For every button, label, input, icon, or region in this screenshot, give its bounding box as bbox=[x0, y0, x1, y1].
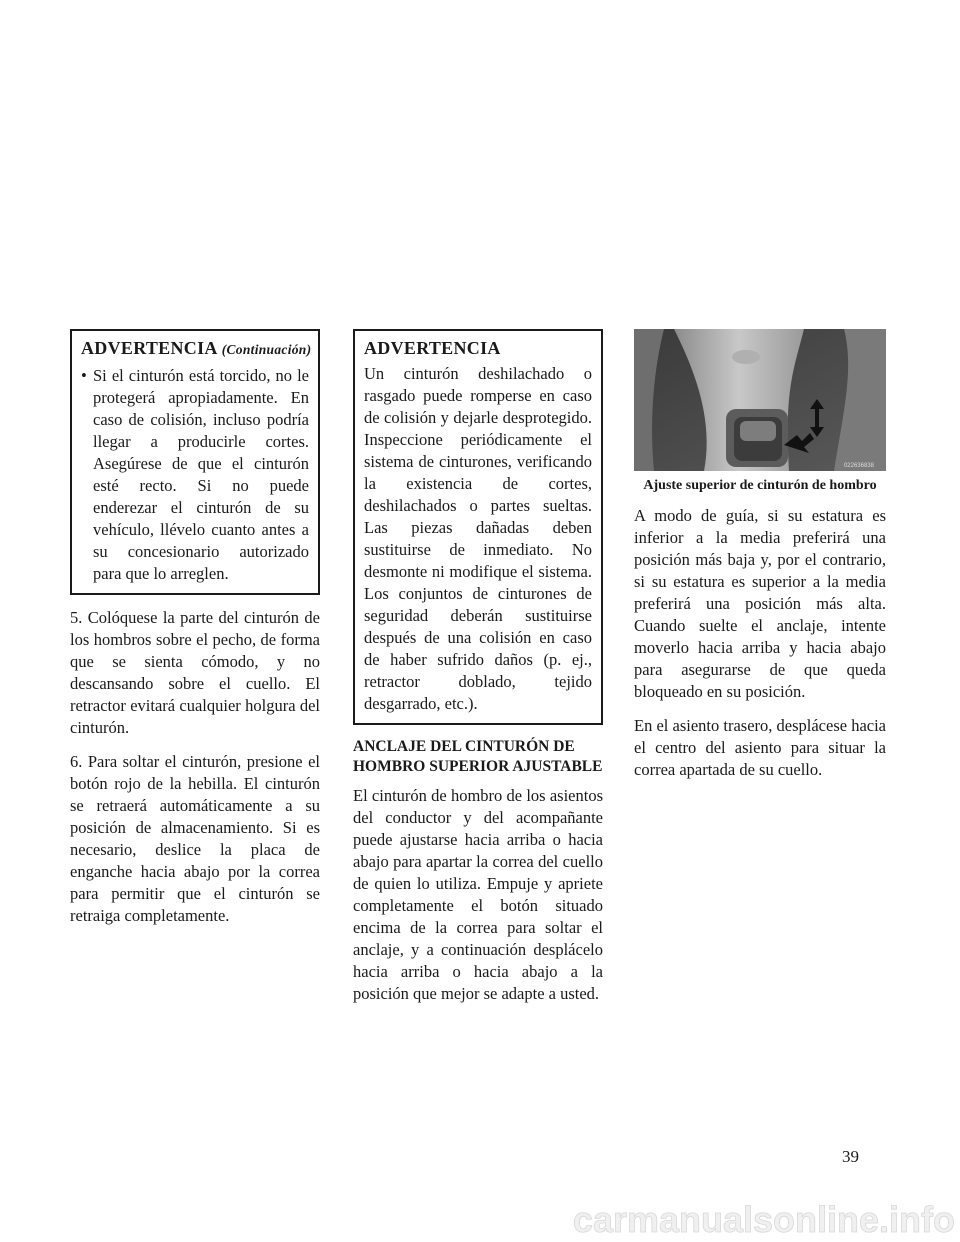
watermark-text: carmanualsonline.info bbox=[572, 1199, 955, 1240]
rear-seat-paragraph: En el asiento trasero, desplácese hacia el centro del asiento para situar la correa apartada de su cuello. bbox=[634, 716, 886, 779]
seatbelt-anchor-photo bbox=[634, 329, 886, 471]
figure-caption: Ajuste superior de cinturón de hombro bbox=[643, 478, 877, 493]
section-heading: ANCLAJE DEL CINTURÓN DE HOMBRO SUPERIOR AJUSTABLE bbox=[353, 738, 603, 775]
page-number: 39 bbox=[842, 1147, 859, 1166]
warning-title: ADVERTENCIA bbox=[364, 338, 501, 358]
step-5-paragraph: 5. Colóquese la parte del cinturón de los hombros sobre el pecho, de forma que se sienta cómodo, y no descansando sobre el cuello. El retractor evitará cualquier holgura del cinturón. bbox=[70, 608, 320, 737]
warning-continued-label: (Continuación) bbox=[221, 342, 312, 357]
image-code: 022636838 bbox=[843, 463, 874, 469]
warning-bullet-text: Si el cinturón está torcido, no le protegerá apropiadamente. En caso de colisión, incluso podría llegar a producirle cortes. Asegúrese de que el cinturón esté recto. Si no puede enderezar el cinturón de su vehículo, llévelo cuanto antes a su concesionario autorizado para que lo arreglen. bbox=[93, 366, 309, 583]
section-body-paragraph: El cinturón de hombro de los asientos del conductor y del acompañante puede ajustarse hacia arriba o hacia abajo para apartar la correa del cuello de quien lo utiliza. Empuje y apriete completamente el botón situado encima de la correa para soltar el anclaje, y a continuación desplácelo hacia arriba o hacia abajo a la posición que mejor se adapte a usted. bbox=[353, 786, 603, 1003]
warning-box bbox=[353, 329, 603, 725]
warning-title bbox=[81, 337, 312, 361]
warning-text: Un cinturón deshilachado o rasgado puede romperse en caso de colisión y dejarle desprotegido. Inspeccione periódicamente el sistema de cinturones, verificando la existencia de cortes, deshilachados o partes sueltas. Las piezas dañadas deben sustituirse de inmediato. No desmonte ni modifique el sistema. Los conjuntos de cinturones de seguridad deberán sustituirse después de una colisión en caso de haber sufrido daños (p. ej., retractor doblado, tejido desgarrado, etc.). bbox=[364, 364, 592, 713]
step-6-paragraph: 6. Para soltar el cinturón, presione el botón rojo de la hebilla. El cinturón se retraerá automáticamente a su posición de almacenamiento. Si es necesario, deslice la placa de enganche hacia abajo por la correa para permitir que el cinturón se retraiga completamente. bbox=[70, 752, 320, 925]
warning-bullet-item bbox=[81, 365, 309, 585]
bullet-icon: • bbox=[81, 366, 87, 385]
middle-column bbox=[353, 329, 603, 1017]
warning-box-continued bbox=[70, 329, 320, 595]
left-column bbox=[70, 329, 320, 939]
warning-title-text: ADVERTENCIA bbox=[81, 338, 218, 358]
right-column bbox=[634, 329, 886, 793]
seatbelt-anchor-illustration bbox=[634, 329, 886, 471]
guidance-paragraph: A modo de guía, si su estatura es inferior a la media preferirá una posición más baja y, por el contrario, si su estatura es superior a la media preferirá una posición más alta. Cuando suelte el anclaje, intente moverlo hacia arriba y hacia abajo para asegurarse de que queda bloqueado en su posición. bbox=[634, 506, 886, 701]
